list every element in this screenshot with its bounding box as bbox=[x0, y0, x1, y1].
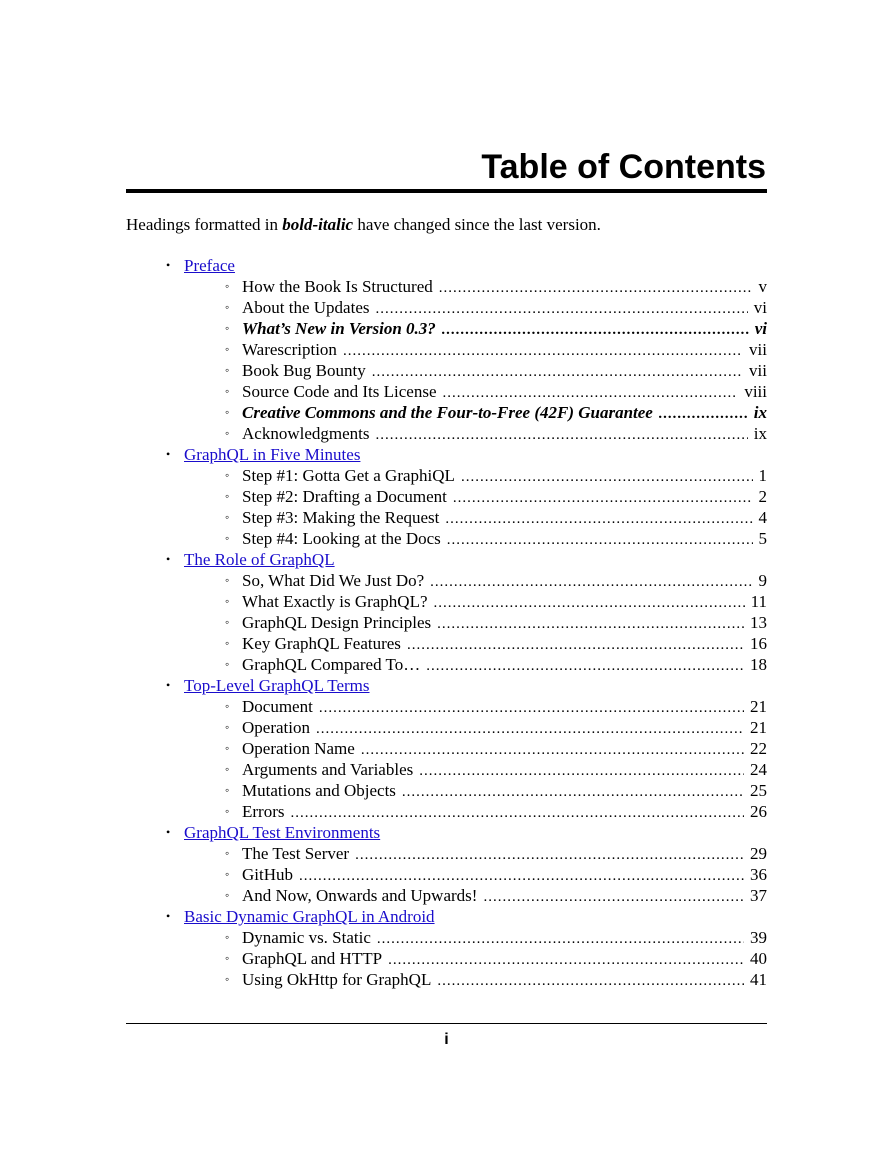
section-page-number: vi bbox=[753, 298, 767, 317]
circle-bullet-icon: ◦ bbox=[225, 867, 230, 881]
section-title: GraphQL and HTTP bbox=[242, 949, 383, 968]
section-title: Errors bbox=[242, 802, 285, 821]
section-title: Creative Commons and the Four-to-Free (42F) Guarantee bbox=[242, 403, 653, 422]
toc-chapter-row bbox=[126, 444, 767, 465]
dot-leader bbox=[402, 782, 744, 803]
toc-section-row bbox=[126, 591, 767, 612]
chapter-link[interactable]: Top-Level GraphQL Terms bbox=[184, 676, 370, 695]
dot-leader bbox=[407, 635, 744, 656]
circle-bullet-icon: ◦ bbox=[225, 342, 230, 356]
toc-section-row bbox=[126, 465, 767, 486]
title-rule bbox=[126, 189, 767, 193]
section-page-number: 16 bbox=[750, 634, 767, 653]
section-title: Step #2: Drafting a Document bbox=[242, 487, 447, 506]
section-title: Key GraphQL Features bbox=[242, 634, 401, 653]
dot-leader bbox=[447, 530, 753, 551]
circle-bullet-icon: ◦ bbox=[225, 426, 230, 440]
dot-leader bbox=[426, 656, 744, 677]
circle-bullet-icon: ◦ bbox=[225, 636, 230, 650]
section-page-number: vi bbox=[754, 319, 767, 338]
intro-text-start: Headings formatted in bbox=[126, 215, 283, 234]
section-title: Arguments and Variables bbox=[242, 760, 414, 779]
section-title: Document bbox=[242, 697, 313, 716]
circle-bullet-icon: ◦ bbox=[225, 279, 230, 293]
toc-section-row bbox=[126, 423, 767, 444]
section-page-number: 39 bbox=[750, 928, 767, 947]
section-page-number: 18 bbox=[750, 655, 767, 674]
section-page-number: 13 bbox=[750, 613, 767, 632]
toc-section-row bbox=[126, 318, 767, 339]
section-page-number: 21 bbox=[750, 697, 767, 716]
section-title: Book Bug Bounty bbox=[242, 361, 366, 380]
toc-chapter-row bbox=[126, 906, 767, 927]
chapter-link[interactable]: GraphQL Test Environments bbox=[184, 823, 381, 842]
circle-bullet-icon: ◦ bbox=[225, 741, 230, 755]
toc-chapter-row bbox=[126, 549, 767, 570]
dot-leader bbox=[355, 845, 744, 866]
section-title: What’s New in Version 0.3? bbox=[242, 319, 436, 338]
circle-bullet-icon: ◦ bbox=[225, 363, 230, 377]
toc-section-row bbox=[126, 570, 767, 591]
section-title: GraphQL Design Principles bbox=[242, 613, 432, 632]
section-page-number: viii bbox=[744, 382, 767, 401]
dot-leader bbox=[659, 404, 748, 425]
section-page-number: 4 bbox=[758, 508, 767, 527]
toc-section-row bbox=[126, 843, 767, 864]
dot-leader bbox=[388, 950, 744, 971]
section-page-number: 29 bbox=[750, 844, 767, 863]
page-title: Table of Contents bbox=[481, 148, 766, 186]
section-title: GitHub bbox=[242, 865, 293, 884]
section-page-number: 11 bbox=[750, 592, 767, 611]
circle-bullet-icon: ◦ bbox=[225, 888, 230, 902]
toc-chapter-row bbox=[126, 675, 767, 696]
circle-bullet-icon: ◦ bbox=[225, 930, 230, 944]
section-page-number: 36 bbox=[750, 865, 767, 884]
dot-leader bbox=[442, 320, 749, 341]
bullet-icon: • bbox=[166, 678, 171, 692]
toc-section-row bbox=[126, 696, 767, 717]
section-page-number: 25 bbox=[750, 781, 767, 800]
circle-bullet-icon: ◦ bbox=[225, 510, 230, 524]
dot-leader bbox=[372, 362, 743, 383]
section-title: Mutations and Objects bbox=[242, 781, 396, 800]
section-page-number: 41 bbox=[750, 970, 767, 989]
toc-section-row bbox=[126, 717, 767, 738]
circle-bullet-icon: ◦ bbox=[225, 762, 230, 776]
intro-text-end: have changed since the last version. bbox=[353, 215, 601, 234]
toc-section-row bbox=[126, 612, 767, 633]
circle-bullet-icon: ◦ bbox=[225, 846, 230, 860]
dot-leader bbox=[319, 698, 744, 719]
section-title: Step #1: Gotta Get a GraphiQL bbox=[242, 466, 455, 485]
section-title: What Exactly is GraphQL? bbox=[242, 592, 428, 611]
dot-leader bbox=[290, 803, 744, 824]
dot-leader bbox=[430, 572, 752, 593]
toc-section-row bbox=[126, 402, 767, 423]
toc-section-row bbox=[126, 801, 767, 822]
chapter-link[interactable]: GraphQL in Five Minutes bbox=[184, 445, 361, 464]
section-page-number: 9 bbox=[758, 571, 767, 590]
table-of-contents bbox=[126, 255, 767, 990]
dot-leader bbox=[299, 866, 744, 887]
section-page-number: 2 bbox=[758, 487, 767, 506]
section-page-number: 26 bbox=[750, 802, 767, 821]
dot-leader bbox=[439, 278, 753, 299]
section-page-number: ix bbox=[753, 424, 767, 443]
section-page-number: 1 bbox=[758, 466, 767, 485]
dot-leader bbox=[443, 383, 739, 404]
toc-chapter-row bbox=[126, 255, 767, 276]
circle-bullet-icon: ◦ bbox=[225, 594, 230, 608]
circle-bullet-icon: ◦ bbox=[225, 405, 230, 419]
section-page-number: vii bbox=[749, 361, 767, 380]
toc-section-row bbox=[126, 948, 767, 969]
toc-section-row bbox=[126, 486, 767, 507]
dot-leader bbox=[453, 488, 753, 509]
toc-section-row bbox=[126, 780, 767, 801]
dot-leader bbox=[461, 467, 753, 488]
toc-section-row bbox=[126, 654, 767, 675]
dot-leader bbox=[419, 761, 744, 782]
section-page-number: 21 bbox=[750, 718, 767, 737]
section-title: And Now, Onwards and Upwards! bbox=[242, 886, 478, 905]
toc-section-row bbox=[126, 507, 767, 528]
circle-bullet-icon: ◦ bbox=[225, 951, 230, 965]
circle-bullet-icon: ◦ bbox=[225, 615, 230, 629]
circle-bullet-icon: ◦ bbox=[225, 699, 230, 713]
dot-leader bbox=[361, 740, 744, 761]
dot-leader bbox=[434, 593, 745, 614]
section-title: Step #4: Looking at the Docs bbox=[242, 529, 441, 548]
section-title: Source Code and Its License bbox=[242, 382, 437, 401]
dot-leader bbox=[377, 929, 744, 950]
chapter-link[interactable]: Preface bbox=[184, 256, 235, 275]
section-title: Dynamic vs. Static bbox=[242, 928, 371, 947]
section-page-number: v bbox=[758, 277, 767, 296]
circle-bullet-icon: ◦ bbox=[225, 720, 230, 734]
toc-section-row bbox=[126, 339, 767, 360]
toc-section-row bbox=[126, 297, 767, 318]
bullet-icon: • bbox=[166, 552, 171, 566]
circle-bullet-icon: ◦ bbox=[225, 321, 230, 335]
toc-section-row bbox=[126, 738, 767, 759]
toc-section-row bbox=[126, 927, 767, 948]
section-page-number: 40 bbox=[750, 949, 767, 968]
intro-note bbox=[126, 214, 767, 236]
section-page-number: ix bbox=[753, 403, 767, 422]
dot-leader bbox=[445, 509, 752, 530]
section-page-number: 22 bbox=[750, 739, 767, 758]
chapter-link[interactable]: The Role of GraphQL bbox=[184, 550, 335, 569]
toc-section-row bbox=[126, 360, 767, 381]
dot-leader bbox=[316, 719, 744, 740]
intro-emphasis: bold-italic bbox=[282, 215, 354, 234]
bullet-icon: • bbox=[166, 447, 171, 461]
section-title: Warescription bbox=[242, 340, 337, 359]
toc-section-row bbox=[126, 864, 767, 885]
section-page-number: 24 bbox=[750, 760, 767, 779]
dot-leader bbox=[375, 425, 747, 446]
dot-leader bbox=[343, 341, 743, 362]
section-title: Using OkHttp for GraphQL bbox=[242, 970, 432, 989]
section-title: GraphQL Compared To… bbox=[242, 655, 421, 674]
circle-bullet-icon: ◦ bbox=[225, 657, 230, 671]
dot-leader bbox=[437, 614, 744, 635]
circle-bullet-icon: ◦ bbox=[225, 972, 230, 986]
section-title: Step #3: Making the Request bbox=[242, 508, 440, 527]
toc-section-row bbox=[126, 381, 767, 402]
toc-section-row bbox=[126, 633, 767, 654]
section-title: Operation Name bbox=[242, 739, 355, 758]
circle-bullet-icon: ◦ bbox=[225, 468, 230, 482]
circle-bullet-icon: ◦ bbox=[225, 300, 230, 314]
circle-bullet-icon: ◦ bbox=[225, 783, 230, 797]
section-title: How the Book Is Structured bbox=[242, 277, 433, 296]
dot-leader bbox=[375, 299, 747, 320]
section-title: Acknowledgments bbox=[242, 424, 370, 443]
toc-chapter-row bbox=[126, 822, 767, 843]
circle-bullet-icon: ◦ bbox=[225, 384, 230, 398]
section-page-number: vii bbox=[749, 340, 767, 359]
circle-bullet-icon: ◦ bbox=[225, 573, 230, 587]
bullet-icon: • bbox=[166, 825, 171, 839]
toc-section-row bbox=[126, 969, 767, 990]
section-page-number: 37 bbox=[750, 886, 767, 905]
dot-leader bbox=[483, 887, 744, 908]
circle-bullet-icon: ◦ bbox=[225, 804, 230, 818]
footer-rule bbox=[126, 1023, 767, 1024]
circle-bullet-icon: ◦ bbox=[225, 531, 230, 545]
section-title: About the Updates bbox=[242, 298, 370, 317]
toc-section-row bbox=[126, 759, 767, 780]
bullet-icon: • bbox=[166, 909, 171, 923]
chapter-link[interactable]: Basic Dynamic GraphQL in Android bbox=[184, 907, 435, 926]
section-title: The Test Server bbox=[242, 844, 350, 863]
toc-section-row bbox=[126, 528, 767, 549]
bullet-icon: • bbox=[166, 258, 171, 272]
page-number: i bbox=[444, 1031, 449, 1048]
dot-leader bbox=[437, 971, 744, 992]
toc-section-row bbox=[126, 276, 767, 297]
toc-section-row bbox=[126, 885, 767, 906]
section-page-number: 5 bbox=[758, 529, 767, 548]
section-title: Operation bbox=[242, 718, 310, 737]
section-title: So, What Did We Just Do? bbox=[242, 571, 425, 590]
circle-bullet-icon: ◦ bbox=[225, 489, 230, 503]
